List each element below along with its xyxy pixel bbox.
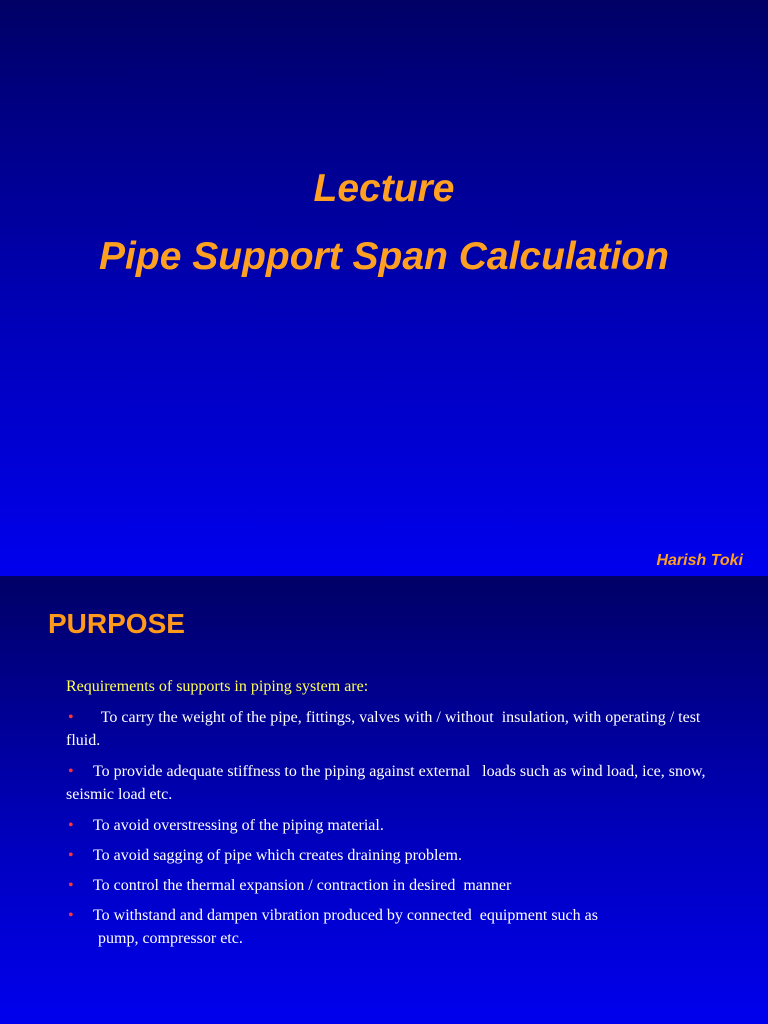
list-item [66,874,726,897]
slide-heading: PURPOSE [48,608,185,639]
intro-text: Requirements of supports in piping system are: [66,678,369,695]
list-item-text: To avoid sagging of pipe which creates draining problem. [93,847,462,864]
list-item [66,760,726,806]
list-item-text: To provide adequate stiffness to the piping against external loads such as wind load, ice, snow, seismic load etc. [66,763,710,803]
list-item-text: To carry the weight of the pipe, fittings, valves with / without insulation, with operating / test fluid. [66,709,705,749]
list-item-text: To control the thermal expansion / contraction in desired manner [93,877,512,894]
list-item-text-continued: pump, compressor etc. [98,930,243,947]
list-item-text: To withstand and dampen vibration produced by connected equipment such as [93,907,598,924]
list-item [66,706,726,752]
bullet-marker: • [68,907,74,924]
list-item [66,844,726,867]
list-item [66,814,726,837]
bullet-marker: • [68,847,74,864]
author-name: Harish Toki [656,552,743,569]
bullet-marker: • [68,763,74,780]
bullet-marker: • [68,709,74,726]
requirements-list [66,706,726,950]
purpose-slide [0,576,768,1024]
list-item-text: To avoid overstressing of the piping material. [93,817,384,834]
slide-title-line-1: Lecture [313,167,455,210]
bullet-marker: • [68,817,74,834]
bullet-marker: • [68,877,74,894]
list-item [66,904,726,950]
slide-title-line-2: Pipe Support Span Calculation [99,235,669,278]
